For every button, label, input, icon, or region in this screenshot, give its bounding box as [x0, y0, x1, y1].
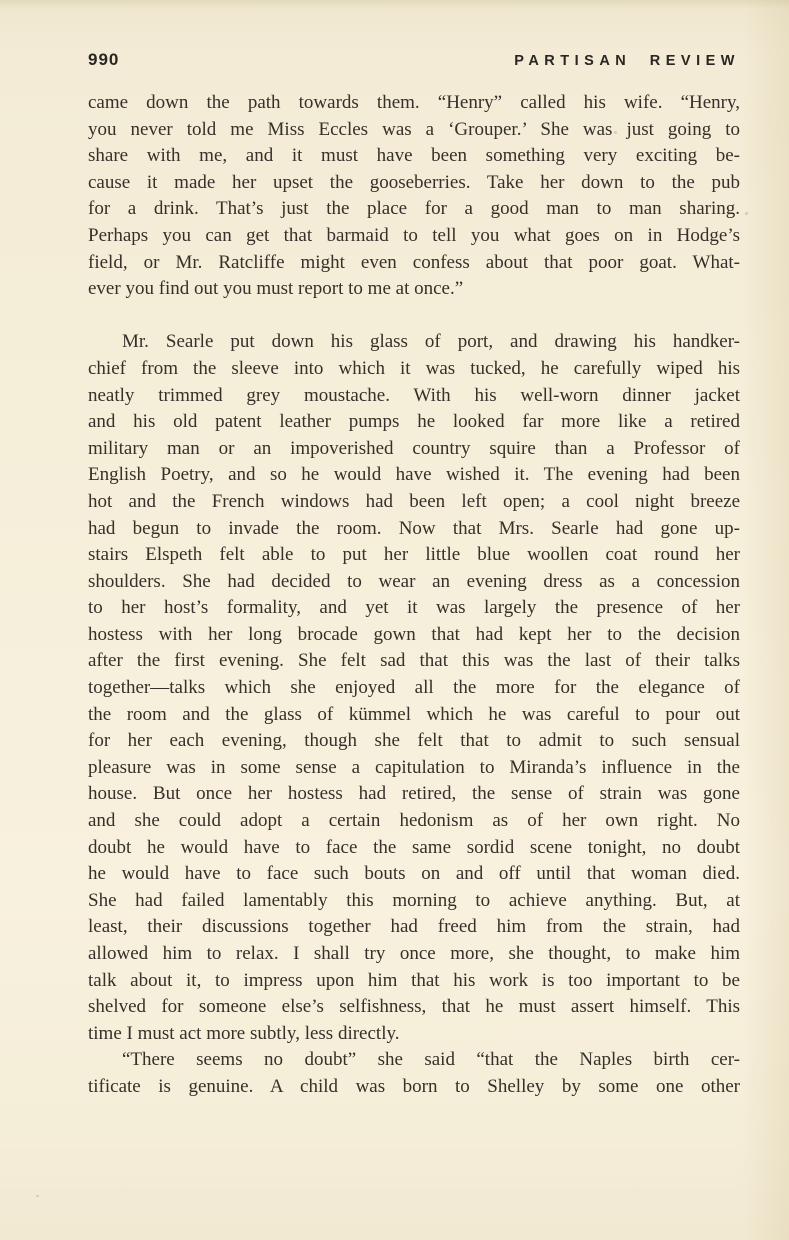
- text-line: after the first evening. She felt sad that this was the last of their talks: [88, 650, 740, 672]
- text-line: chief from the sleeve into which it was tucked, he carefully wiped his: [88, 357, 740, 379]
- text-line: and his old patent leather pumps he looked far more like a retired: [88, 411, 740, 433]
- text-line: came down the path towards them. “Henry” called his wife. “Henry,: [88, 92, 740, 113]
- text-line: the room and the glass of kümmel which he was careful to pour out: [88, 703, 740, 725]
- text-line: for a drink. That’s just the place for a good man to man sharing.: [88, 198, 740, 220]
- text-line: stairs Elspeth felt able to put her little blue woollen coat round her: [88, 544, 740, 566]
- text-line: pleasure was in some sense a capitulation to Miranda’s influence in the: [88, 756, 740, 778]
- text-line: ever you find out you must report to me at once.”: [88, 278, 464, 300]
- text-line: talk about it, to impress upon him that his work is too important to be: [88, 969, 740, 991]
- text-line: shoulders. She had decided to wear an evening dress as a concession: [88, 570, 740, 592]
- text-line: least, their discussions together had freed him from the strain, had: [88, 916, 740, 938]
- text-line: neatly trimmed grey moustache. With his well-worn dinner jacket: [88, 384, 740, 406]
- text-line: Perhaps you can get that barmaid to tell you what goes on in Hodge’s: [88, 224, 740, 246]
- journal-title: PARTISAN REVIEW: [514, 53, 740, 69]
- text-line: time I must act more subtly, less directly.: [88, 1022, 400, 1044]
- text-line: English Poetry, and so he would have wished it. The evening had been: [88, 464, 740, 486]
- text-line: cause it made her upset the gooseberries. Take her down to the pub: [88, 171, 740, 193]
- paragraph: [88, 329, 740, 1047]
- text-line: had begun to invade the room. Now that Mrs. Searle had gone up-: [88, 517, 740, 539]
- scan-speck: [745, 212, 748, 215]
- text-line: allowed him to relax. I shall try once more, she thought, to make him: [88, 943, 740, 964]
- text-line: to her host’s formality, and yet it was largely the presence of her: [88, 597, 740, 619]
- paragraph: [88, 1047, 740, 1100]
- text-line: he would have to face such bouts on and off until that woman died.: [88, 863, 740, 885]
- text-line: field, or Mr. Ratcliffe might even confess about that poor goat. What-: [88, 251, 740, 273]
- text-line: doubt he would have to face the same sordid scene tonight, no doubt: [88, 836, 740, 858]
- text-line: “There seems no doubt” she said “that the Naples birth cer-: [122, 1049, 740, 1071]
- text-line: shelved for someone else’s selfishness, that he must assert himself. This: [88, 996, 740, 1018]
- text-line: and she could adopt a certain hedonism as of her own right. No: [88, 810, 740, 832]
- text-line: share with me, and it must have been something very exciting be-: [88, 145, 740, 167]
- page-body-text: [88, 90, 740, 1101]
- text-line: hot and the French windows had been left open; a cool night breeze: [88, 490, 740, 512]
- text-line: you never told me Miss Eccles was a ‘Grouper.’ She was just going to: [88, 118, 740, 140]
- text-line: together—talks which she enjoyed all the more for the elegance of: [88, 677, 740, 699]
- text-line: Mr. Searle put down his glass of port, and drawing his handker-: [122, 331, 740, 353]
- text-line: tificate is genuine. A child was born to Shelley by some one other: [88, 1075, 740, 1097]
- text-line: military man or an impoverished country squire than a Professor of: [88, 437, 740, 459]
- page-header: [88, 50, 740, 70]
- page-number: 990: [88, 50, 120, 69]
- paragraph: [88, 90, 740, 303]
- text-line: house. But once her hostess had retired, the sense of strain was gone: [88, 783, 740, 805]
- text-line: She had failed lamentably this morning to achieve anything. But, at: [88, 889, 740, 911]
- text-line: for her each evening, though she felt that to admit to such sensual: [88, 730, 740, 752]
- scan-speck: [614, 131, 617, 134]
- text-line: hostess with her long brocade gown that had kept her to the decision: [88, 623, 740, 645]
- scan-speck: [36, 1195, 39, 1197]
